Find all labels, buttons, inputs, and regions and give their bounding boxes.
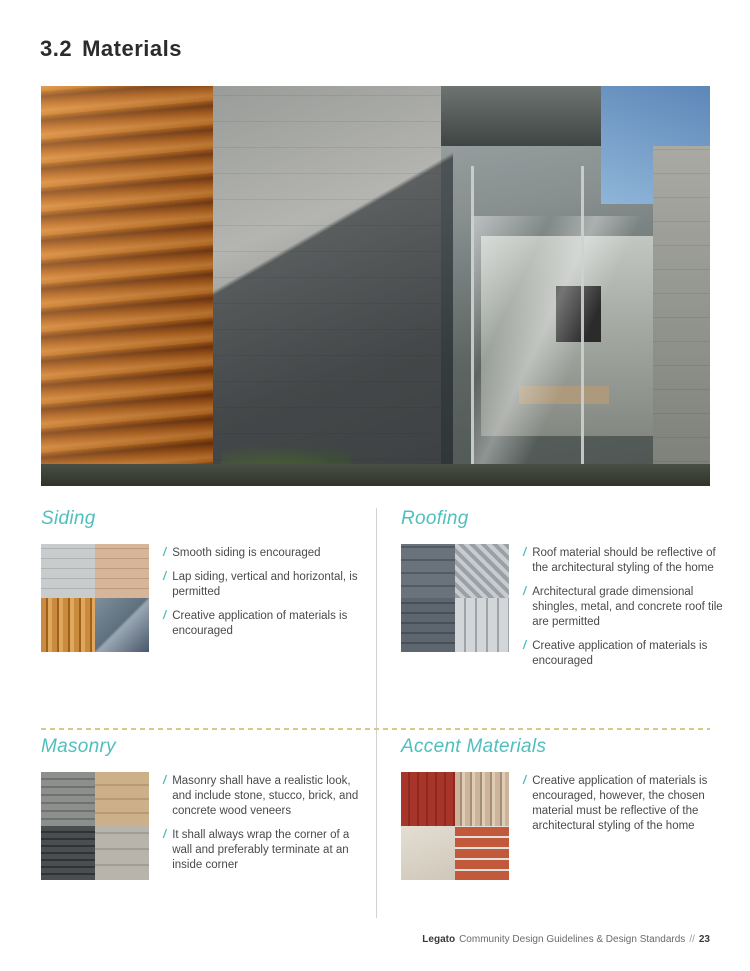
swatch-grid-masonry <box>41 772 149 880</box>
list-item <box>163 570 371 600</box>
slash-bullet-icon: / <box>163 829 167 841</box>
slash-bullet-icon: / <box>163 775 167 787</box>
swatch-grid-roofing <box>401 544 509 652</box>
quadrant-title-roofing: Roofing <box>401 508 469 529</box>
swatch-cream-stucco <box>401 826 455 880</box>
swatch-slate-tile <box>401 598 455 652</box>
list-item-text: Roof material should be reflective of the architectural styling of the home <box>532 547 716 574</box>
list-item <box>523 774 731 834</box>
list-item-text: Masonry shall have a realistic look, and include stone, stucco, brick, and concrete wood veneers <box>172 775 359 817</box>
slash-bullet-icon: / <box>163 571 167 583</box>
wood-slat-screen <box>41 86 213 486</box>
ground-strip <box>41 464 710 486</box>
bullet-list-accent-materials <box>523 772 731 843</box>
swatch-grid-accent <box>401 772 509 880</box>
swatch-sandstone-block <box>95 772 149 826</box>
swatch-red-brick <box>455 826 509 880</box>
slash-bullet-icon: / <box>523 547 527 559</box>
slash-bullet-icon: / <box>523 640 527 652</box>
footer-brand: Legato <box>422 934 456 945</box>
swatch-standing-seam-metal <box>455 598 509 652</box>
list-item <box>163 546 371 561</box>
window-mullion-icon <box>581 166 584 486</box>
swatch-light-wood-slat <box>455 772 509 826</box>
glass-reflection <box>471 216 641 466</box>
quadrant-title-siding: Siding <box>41 508 96 529</box>
slash-bullet-icon: / <box>523 775 527 787</box>
section-number: 3.2 <box>40 36 73 61</box>
slash-bullet-icon: / <box>523 586 527 598</box>
list-item-text: Architectural grade dimensional shingles, metal, and concrete roof tile are permitted <box>532 586 723 628</box>
list-item-text: Creative application of materials is encouraged <box>172 610 348 637</box>
right-concrete-wall <box>653 146 710 486</box>
quadrant-masonry <box>41 736 371 882</box>
page-footer <box>422 934 710 945</box>
footer-separator: // <box>689 934 695 945</box>
bullet-list-roofing <box>523 544 731 678</box>
slash-bullet-icon: / <box>163 547 167 559</box>
cast-shadow <box>213 86 453 486</box>
list-item <box>523 546 731 576</box>
list-item-text: It shall always wrap the corner of a wall and preferably terminate at an inside corner <box>172 829 350 871</box>
bullet-list-siding <box>163 544 371 648</box>
list-item <box>163 609 371 639</box>
quadrant-siding <box>41 508 371 652</box>
hero-photo <box>41 86 710 486</box>
page-title <box>40 36 182 62</box>
bullet-list-masonry <box>163 772 371 882</box>
swatch-vertical-wood-siding <box>41 598 95 652</box>
quadrant-title-masonry: Masonry <box>41 736 116 757</box>
swatch-grid-siding <box>41 544 149 652</box>
window-mullion-icon <box>471 166 474 486</box>
slash-bullet-icon: / <box>163 610 167 622</box>
list-item-text: Lap siding, vertical and horizontal, is permitted <box>172 571 358 598</box>
list-item <box>163 828 371 873</box>
swatch-tan-lap-siding <box>95 544 149 598</box>
vertical-divider <box>376 508 377 918</box>
quadrant-accent-materials <box>401 736 731 880</box>
quadrant-roofing <box>401 508 731 678</box>
swatch-dark-ledgestone <box>41 826 95 880</box>
list-item-text: Creative application of materials is encouraged <box>532 640 708 667</box>
quadrant-title-accent-materials: Accent Materials <box>401 736 547 757</box>
swatch-blue-metal-panel <box>95 598 149 652</box>
page-number: 23 <box>698 934 710 945</box>
swatch-diagonal-metal <box>455 544 509 598</box>
swatch-red-metal-panel <box>401 772 455 826</box>
list-item-text: Creative application of materials is encouraged, however, the chosen material must be reflective of the architectural styling of the home <box>532 775 708 832</box>
swatch-grey-lap-siding <box>41 544 95 598</box>
list-item <box>523 639 731 669</box>
swatch-stacked-stone <box>41 772 95 826</box>
list-item <box>163 774 371 819</box>
list-item-text: Smooth siding is encouraged <box>172 547 321 559</box>
swatch-asphalt-shingle <box>401 544 455 598</box>
list-item <box>523 585 731 630</box>
horizontal-dotted-divider <box>41 728 710 730</box>
swatch-limestone-block <box>95 826 149 880</box>
footer-text: Community Design Guidelines & Design Standards <box>459 934 686 945</box>
section-title: Materials <box>82 36 182 61</box>
